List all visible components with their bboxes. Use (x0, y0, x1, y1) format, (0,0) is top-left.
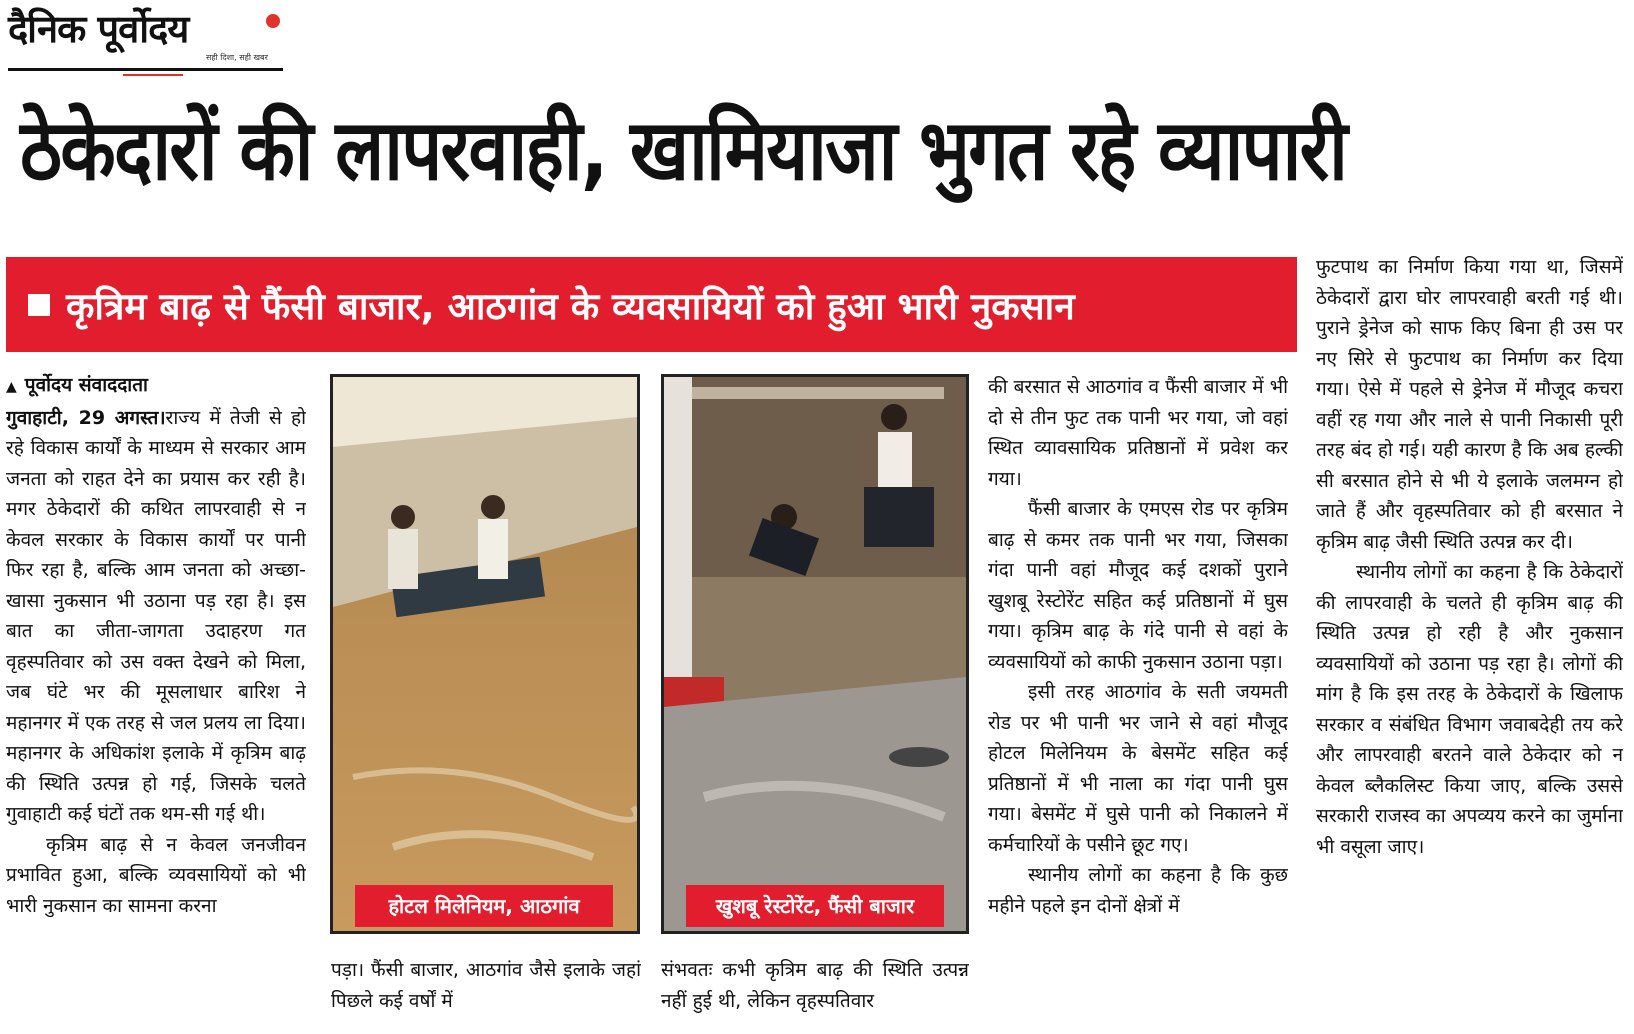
paragraph: स्थानीय लोगों का कहना है कि ठेकेदारों की लापरवाही के चलते ही कृत्रिम बाढ़ की स्थिति उत्पन्न हो रही है और नुकसान व्यवसायियों को उठाना पड़ रहा है। लोगों की मांग है कि इस तरह के ठेकेदारों के खिलाफ सरकार व संबंधित विभाग जवाबदेही तय करे और लापरवाही बरतने वाले ठेकेदार को न केवल ब्लैकलिस्ट किया जाए, बल्कि उससे सरकारी राजस्व का अपव्यय करने का जुर्माना भी वसूला जाए। (1316, 561, 1623, 858)
dateline: गुवाहाटी, 29 अगस्त। (6, 406, 166, 429)
paragraph (6, 403, 306, 830)
article-column-1 (6, 370, 306, 1025)
article-column-5 (1316, 252, 1623, 1027)
photo-khushbu-restaurant (661, 374, 969, 934)
triangle-icon: ▲ (6, 379, 17, 395)
paragraph: इसी तरह आठगांव के सती जयमती रोड पर भी पानी भर जाने से वहां मौजूद होटल मिलेनियम के बेसमेंट सहित कई प्रतिष्ठानों में भी नाला का गंदा पानी घुस गया। बेसमेंट में घुसे पानी को निकालने में कर्मचारियों के पसीने छूट गए। (988, 681, 1288, 856)
photo-hotel-millennium (330, 374, 640, 934)
photo-caption-right: खुशबू रेस्टोरेंट, फैंसी बाजार (686, 885, 944, 927)
paragraph-text: राज्य में तेजी से हो रहे विकास कार्यों के माध्यम से सरकार आम जनता को राहत देने का प्रयास कर रही है। मगर ठेकेदारों की कथित लापरवाही से न केवल सरकार के विकास कार्यों पर पानी फिर रहा है, बल्कि आम जनता को अच्छा-खासा नुकसान भी उठाना पड़ रहा है। इस बात का जीता-जागता उदाहरण गत वृहस्पतिवार को उस वक्त देखने को मिला, जब घंटे भर की मूसलाधार बारिश ने महानगर में एक तरह से जल प्रलय ला दिया। महानगर के अधिकांश इलाके में कृत्रिम बाढ़ की स्थिति उत्पन्न हो गई, जिसके चलते गुवाहाटी कई घंटों तक थम-सी गई थी। (6, 406, 306, 825)
paragraph: फुटपाथ का निर्माण किया गया था, जिसमें ठेकेदारों द्वारा घोर लापरवाही बरती गई थी। पुराने ड्रेनेज को साफ किए बिना ही उस पर नए सिरे से फुटपाथ का निर्माण कर दिया गया। ऐसे में पहले से ड्रेनेज में मौजूद कचरा वहीं रह गया और नाले से पानी निकासी पूरी तरह बंद हो गई। यही कारण है कि अब हल्की सी बरसात होने से भी ये इलाके जलमग्न हो जाते हैं और वृहस्पतिवार को ही बरसात ने कृत्रिम बाढ़ जैसी स्थिति उत्पन्न कर दी। (1316, 256, 1623, 553)
paragraph: फैंसी बाजार के एमएस रोड पर कृत्रिम बाढ़ से कमर तक पानी भर गया, जिसका गंदा पानी वहां मौजूद कई दशकों पुराने खुशबू रेस्टोरेंट सहित कई प्रतिष्ठानों में घुस गया। कृत्रिम बाढ़ के गंदे पानी से वहां के व्यवसायियों को काफी नुकसान उठाना पड़ा। (988, 498, 1288, 673)
article-column-2 (331, 955, 641, 1025)
article-column-3 (661, 955, 969, 1025)
logo-dot-icon (266, 14, 280, 28)
byline-text: पूर्वोदय संवाददाता (24, 374, 148, 396)
paragraph: की बरसात से आठगांव व फैंसी बाजार में भी दो से तीन फुट तक पानी भर गया, जो वहां स्थित व्यावसायिक प्रतिष्ठानों में प्रवेश कर गया। (988, 376, 1288, 490)
masthead (8, 6, 283, 72)
paragraph: स्थानीय लोगों का कहना है कि कुछ महीने पहले इन दोनों क्षेत्रों में (988, 864, 1288, 917)
paragraph: कृत्रिम बाढ़ से न केवल जनजीवन प्रभावित हुआ, बल्कि व्यवसायियों को भी भारी नुकसान का सामना करना (6, 833, 306, 917)
subheadline: कृत्रिम बाढ़ से फैंसी बाजार, आठगांव के व्यवसायियों को हुआ भारी नुकसान (66, 285, 1075, 328)
square-bullet-icon (28, 294, 50, 316)
photo-caption-left: होटल मिलेनियम, आठगांव (355, 885, 613, 927)
tagline: सही दिशा, सही खबर (206, 53, 268, 62)
headline: ठेकेदारों की लापरवाही, खामियाजा भुगत रहे व्यापारी (20, 101, 1347, 199)
subheadline-banner (6, 257, 1297, 352)
flooded-basement-image (333, 377, 637, 931)
masthead-rule (8, 68, 283, 71)
newspaper-logo: दैनिक पूर्वोदय (8, 7, 189, 51)
byline (6, 370, 306, 403)
masthead-accent-rule (123, 74, 183, 76)
paragraph: संभवतः कभी कृत्रिम बाढ़ की स्थिति उत्पन्न नहीं हुई थी, लेकिन वृहस्पतिवार (661, 959, 969, 1012)
flooded-restaurant-image (664, 377, 966, 931)
paragraph: पड़ा। फैंसी बाजार, आठगांव जैसे इलाके जहां पिछले कई वर्षों में (331, 959, 641, 1012)
article-column-4 (988, 372, 1288, 1027)
